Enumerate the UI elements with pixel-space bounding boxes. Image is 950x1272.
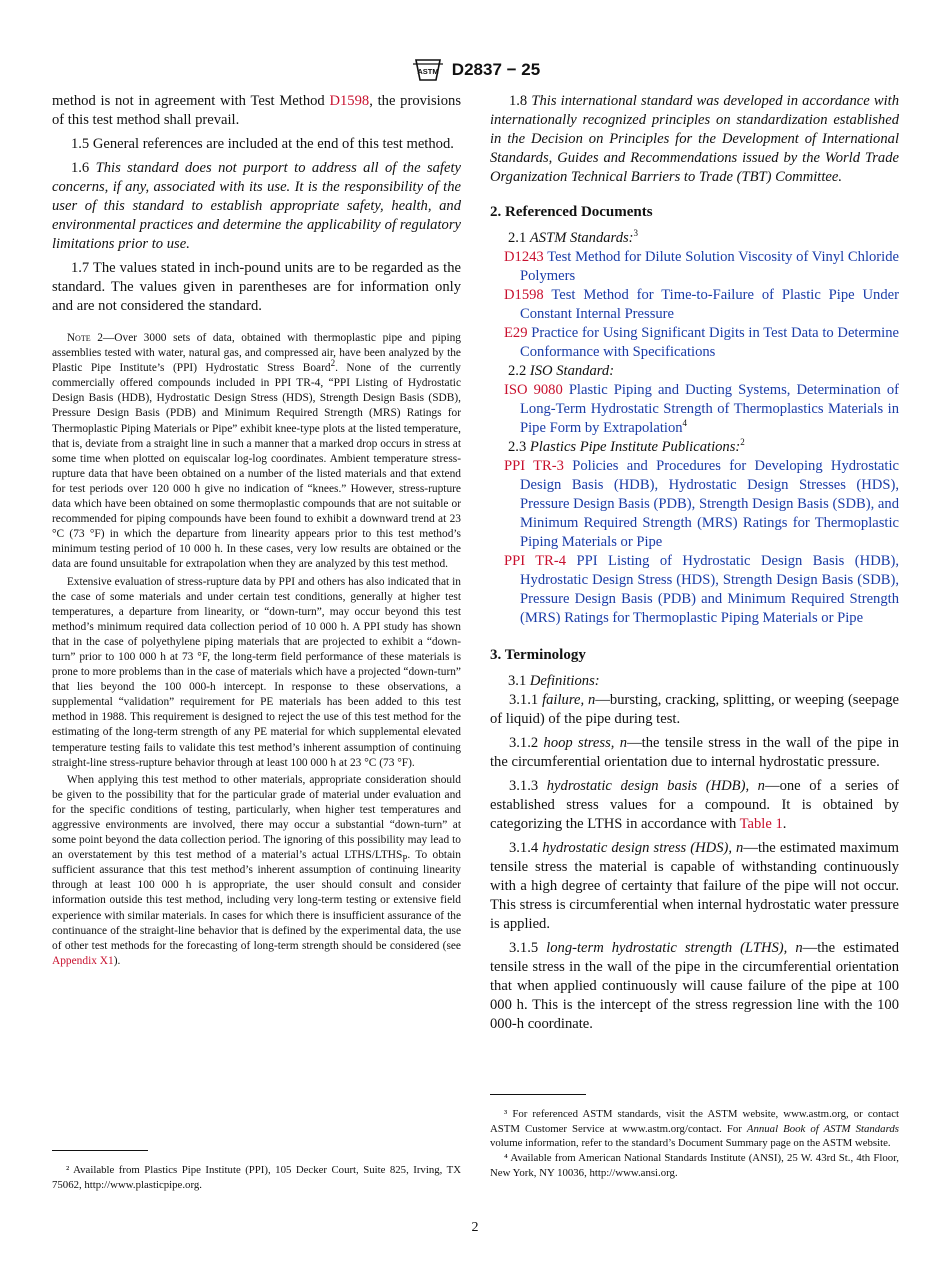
link-d1243[interactable]: D1243 <box>504 249 544 265</box>
reference-ppi-tr-3: PPI TR-3 Policies and Procedures for Developing Hydrostatic Design Basis (HDB), Hydrostatic Design Stresses (HDS), Pressure Design Basis (PDB), Strength Design Basis (SDB), and Minimum Required Strength (MRS) Ratings for Thermoplastic Piping Materials or Pipe <box>504 458 899 550</box>
paragraph-1-8: 1.8 This international standard was developed in accordance with internationally recognized principles on standardization established in the Decision on Principles for the Development of International Standards, Guides and Recommendations issued by the World Trade Organization Technical Barriers to Trade (TBT) Committee. <box>490 93 899 185</box>
link-d1598[interactable]: D1598 <box>329 93 370 109</box>
subsection-3-1: 3.1 Definitions: <box>508 673 600 689</box>
definition-3-1-5: 3.1.5 long-term hydrostatic strength (LTHS), n—the estimated tensile stress in the wall of the pipe in the circumferential orientation that when applied continuously will cause failure of the pipe at 100 000 h. This is the intercept of the stress regression line with the 100 000-h coordinate. <box>490 940 899 1032</box>
page-header <box>0 58 950 82</box>
link-ppi-tr-3[interactable]: PPI TR-3 <box>504 458 564 474</box>
link-e29[interactable]: E29 <box>504 325 528 341</box>
reference-ppi-tr-4: PPI TR-4 PPI Listing of Hydrostatic Design Basis (HDB), Hydrostatic Design Stress (HDS), Strength Design Basis (SDB), Pressure Design Basis (PDB) and Minimum Required Strength (MRS) Ratings for Thermoplastic Piping Materials or Pipe <box>504 553 899 626</box>
paragraph-1-7: 1.7 The values stated in inch-pound units are to be regarded as the standard. The values given in parentheses are for information only and are not considered the standard. <box>52 260 461 314</box>
note-2-paragraph-3: When applying this test method to other materials, appropriate consideration should be given to the possibility that for the particular grade of material under evaluation and for the specific conditions of testing, particularly, when higher test temperatures and aggressive environments are involved, there may occur a substantial “down-turn” at some point beyond the data collection period. The ignoring of this possibility may lead to an overstatement by this test method of a material’s actual LTHS/$LTHS_P$. To obtain sufficient assurance that this test method’s inherent assumption of continuing linearity through at least 100 000 h is appropriate, the user should consult and consider information outside this test method, including very long-term testing or extensive field experience with similar materials. In cases for which there is insufficient assurance of the continuance of the straight-line behavior that is defined by the experimental data, the use of other test methods for the forecasting of long-term strength should be considered (see Appendix X1). <box>52 773 462 967</box>
paragraph-1-5: 1.5 General references are included at the end of this test method. <box>70 136 454 152</box>
right-column <box>490 92 899 1039</box>
section-2-heading: 2. Referenced Documents <box>490 204 653 220</box>
link-table-1[interactable]: Table 1 <box>739 816 783 832</box>
svg-text:ASTM: ASTM <box>417 67 439 76</box>
footnote-2: ² Available from Plastics Pipe Institute (PPI), 105 Decker Court, Suite 825, Irving, TX 75062, http://www.plasticpipe.org. <box>52 1164 461 1191</box>
definition-3-1-2: 3.1.2 hoop stress, n—the tensile stress in the wall of the pipe in the circumferential orientation due to internal hydrostatic pressure. <box>490 735 899 770</box>
link-iso-9080[interactable]: ISO 9080 <box>504 382 563 398</box>
footnote-rule <box>490 1094 586 1095</box>
reference-d1598: D1598 Test Method for Time-to-Failure of Plastic Pipe Under Constant Internal Pressure <box>504 287 899 322</box>
subsection-2-3: 2.3 Plastics Pipe Institute Publications:$^2$ <box>508 437 745 455</box>
footnote-4: ⁴ Available from American National Standards Institute (ANSI), 25 W. 43rd St., 4th Floor, New York, NY 10036, http://www.ansi.org. <box>490 1152 899 1179</box>
document-designation: D2837 − 25 <box>451 60 541 79</box>
reference-e29: E29 Practice for Using Significant Digits in Test Data to Determine Conformance with Specifications <box>504 325 899 360</box>
link-d1598-ref[interactable]: D1598 <box>504 287 544 303</box>
footnote-3: ³ For referenced ASTM standards, visit the ASTM website, www.astm.org, or contact ASTM Customer Service at www.astm.org/contact. For Annual Book of ASTM Standards volume information, refer to the standard’s Document Summary page on the ASTM website. <box>490 1108 899 1150</box>
paragraph-1-6: 1.6 This standard does not purport to address all of the safety concerns, if any, associated with its use. It is the responsibility of the user of this standard to establish appropriate safety, health, and environmental practices and determine the applicability of regulatory limitations prior to use. <box>52 160 461 252</box>
definition-3-1-4: 3.1.4 hydrostatic design stress (HDS), n—the estimated maximum tensile stress the material is capable of withstanding continuously with a high degree of certainty that failure of the pipe will not occur. This stress is circumferential when internal hydrostatic water pressure is applied. <box>490 840 899 932</box>
reference-d1243: D1243 Test Method for Dilute Solution Viscosity of Vinyl Chloride Polymers <box>504 249 899 284</box>
reference-iso-9080: ISO 9080 Plastic Piping and Ducting Systems, Determination of Long-Term Hydrostatic Strength of Thermoplastics Materials in Pipe Form by Extrapolation$^4$ <box>504 382 899 436</box>
page-number: 2 <box>471 1220 479 1235</box>
link-appendix-x1[interactable]: Appendix X1 <box>52 954 114 967</box>
section-3-heading: 3. Terminology <box>490 647 586 663</box>
right-footnotes <box>490 1094 899 1181</box>
note-2-paragraph-2: Extensive evaluation of stress-rupture data by PPI and others has also indicated that in the case of some materials and under certain test conditions, generally at higher test temperatures, a departure from linearity, or “down-turn”, may occur beyond this test method’s minimum required data collection period of 10 000 h. A PPI study has shown that in the case of polyethylene piping materials that are projected to exhibit a “down-turn” prior to 100 000 h at 73 °F, the long-term field performance of these materials is prone to more problems than in the case of materials which have a projected “down-turn” that lies beyond the 100 000-h intercept. In response to these observations, a supplemental “validation” requirement for PE materials has been added to this test method in 1988. This requirement is designed to reject the use of this test method for the estimating of the long-term strength of any PE material for which supplemental elevated temperature testing fails to validate this test method’s inherent assumption of continuing straight-line stress-rupture behavior through at least 100 000 h at 23 °C (73 °F). <box>52 575 461 769</box>
left-footnotes <box>52 1150 461 1192</box>
paragraph-continued: method is not in agreement with Test Method D1598, the provisions of this test method shall prevail. <box>52 93 461 128</box>
note-2: Note 2—Over 3000 sets of data, obtained with thermoplastic pipe and piping assemblies tested with water, natural gas, and compressed air, have been analyzed by the Plastic Pipe Institute’s (PPI) Hydrostatic Stress Board$^2$. None of the currently commercially offered compounds included in PPI TR-4, “PPI Listing of Hydrostatic Design Basis (HDB), Hydrostatic Design Stress (HDS), Strength Design Basis (SDB), Pressure Design Basis (PDB) and Minimum Required Strength (MRS) Ratings for Thermoplastic Piping Materials or Pipe” exhibit knee-type plots at the listed temperature, that is, deviate from a straight line in such a manner that a marked drop occurs in stress at some time when plotted on equiscalar log-log coordinates. Ambient temperature stress-rupture data that have been obtained on a number of the listed materials and that extend for test periods over 120 000 h give no indication of “knees.” However, stress-rupture data which have been obtained on some thermoplastic compounds that are not suitable or recommended for piping compounds have been found to exhibit a downward trend at 23 °C (73 °F) in which the departure from linearity appears prior to this test method’s minimum testing period of 10 000 h. In these cases, very low results are obtained or the data are found unsuitable for extrapolation when they are analyzed by this test method. <box>52 332 461 571</box>
subsection-2-1: 2.1 ASTM Standards:$^3$ <box>508 228 639 246</box>
definition-3-1-1: 3.1.1 failure, n—bursting, cracking, splitting, or weeping (seepage of liquid) of the pipe during test. <box>490 692 899 727</box>
link-ppi-tr-4[interactable]: PPI TR-4 <box>504 553 567 569</box>
footnote-rule <box>52 1150 148 1151</box>
definition-3-1-3: 3.1.3 hydrostatic design basis (HDB), n—one of a series of established stress values for a compound. It is obtained by categorizing the LTHS in accordance with Table 1. <box>490 778 900 832</box>
left-column <box>52 92 461 971</box>
astm-logo-icon <box>410 58 446 82</box>
subsection-2-2: 2.2 ISO Standard: <box>508 363 615 379</box>
